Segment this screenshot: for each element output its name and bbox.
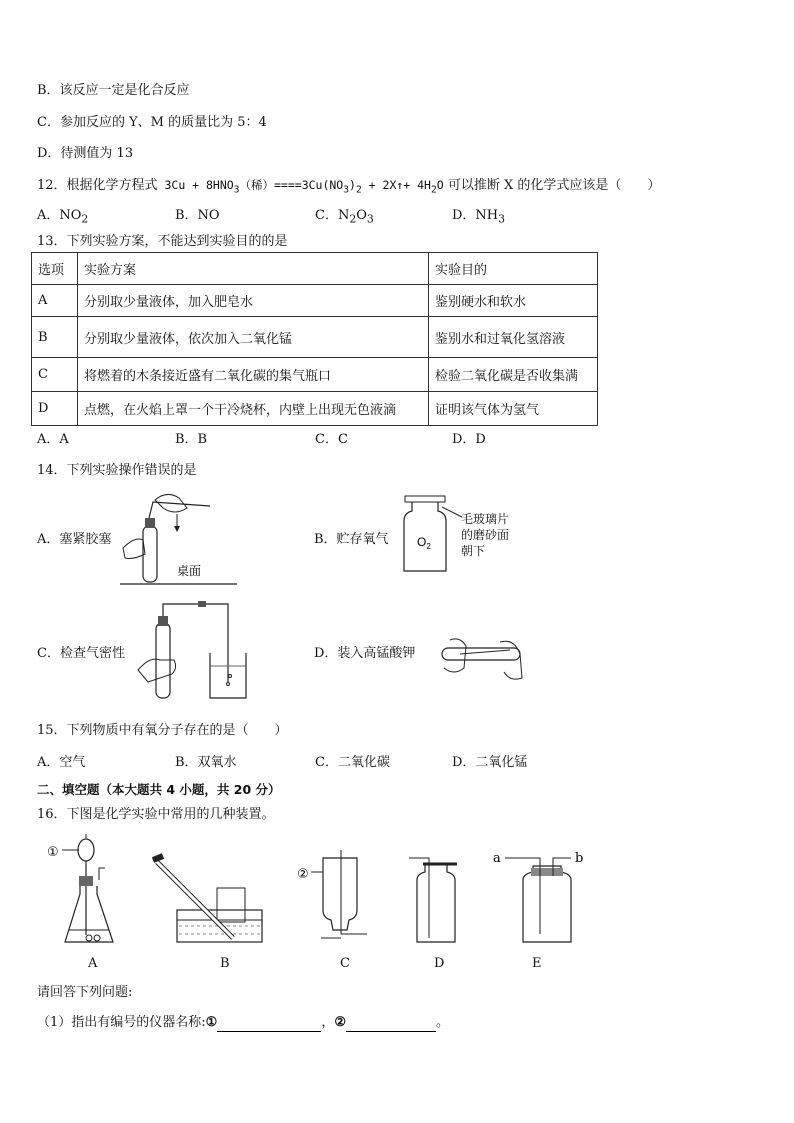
q12-option-b: B．NO xyxy=(175,208,220,223)
q13-option-a: A．A xyxy=(37,432,69,447)
apparatus-d xyxy=(409,858,457,942)
apparatus-a xyxy=(47,834,113,942)
q14-option-b: B．贮存氧气 xyxy=(314,532,389,547)
section-heading: 二、填空题（本大题共 4 小题，共 20 分） xyxy=(37,782,281,797)
svg-text:a: a xyxy=(493,851,501,866)
q15-option-c: C．二氧化碳 xyxy=(315,755,390,770)
header-plan: 实验方案 xyxy=(78,253,429,285)
apparatus-c xyxy=(297,850,367,938)
svg-text:②: ② xyxy=(297,867,309,882)
glass-plate-note-3: 朝下 xyxy=(461,544,486,558)
q14-option-d: D．装入高锰酸钾 xyxy=(314,646,416,661)
apparatus-figure xyxy=(45,830,585,970)
q13-option-c: C．C xyxy=(315,432,348,447)
glass-plate-note-2: 的磨砂面 xyxy=(461,528,510,542)
q13-table xyxy=(31,252,598,426)
q15-option-b: B．双氧水 xyxy=(175,755,237,770)
svg-text:O2: $O_2$ xyxy=(417,535,431,551)
q11-option-c: C．参加反应的 Y、M 的质量比为 5：4 xyxy=(37,115,267,130)
q16-prompt: 请回答下列问题: xyxy=(37,985,133,1000)
table-header-row xyxy=(32,253,598,285)
table-row: D 点燃，在火焰上罩一个干冷烧杯，内壁上出现无色液滴 证明该气体为氢气 xyxy=(32,392,598,426)
apparatus-label-d: D xyxy=(434,956,445,971)
table-row: B 分别取少量液体，依次加入二氧化锰 鉴别水和过氧化氢溶液 xyxy=(32,317,598,358)
q15-option-a: A．空气 xyxy=(37,755,86,770)
q12-option-a: A．$NO_2$ xyxy=(37,208,89,226)
q16-stem: 16．下图是化学实验中常用的几种装置。 xyxy=(37,807,275,822)
answer-blank-2[interactable] xyxy=(346,1017,436,1032)
apparatus-b xyxy=(153,856,262,942)
table-row: C 将燃着的木条接近盛有二氧化碳的集气瓶口 检验二氧化碳是否收集满 xyxy=(32,358,598,392)
q14-stem: 14．下列实验操作错误的是 xyxy=(37,463,197,478)
q13-option-d: D．D xyxy=(452,432,486,447)
q11-option-d: D．待测值为 13 xyxy=(37,146,134,161)
apparatus-label-a: A xyxy=(88,956,98,971)
q15-option-d: D．二氧化锰 xyxy=(452,755,528,770)
q14-option-a: A．塞紧胶塞 xyxy=(37,532,112,547)
q14-option-c: C．检查气密性 xyxy=(37,646,125,661)
desk-label: 桌面 xyxy=(177,564,202,578)
airtightness-figure xyxy=(128,598,258,703)
q16-sub1: （1）指出有编号的仪器名称:① ，② 。 xyxy=(37,1015,449,1030)
svg-text:①: ① xyxy=(47,845,59,860)
svg-text:b: b xyxy=(575,851,584,866)
header-purpose: 实验目的 xyxy=(429,253,598,285)
q13-stem: 13．下列实验方案，不能达到实验目的的是 xyxy=(37,234,288,249)
q12-stem: 12．根据化学方程式 $3Cu + 8HNO_3$（稀）$====3Cu(NO_3)_2$ + 2X↑+ $4H_2O$ 可以推断 X 的化学式应该是（ ） xyxy=(37,178,661,196)
q11-option-b: B．该反应一定是化合反应 xyxy=(37,83,190,98)
loading-powder-figure xyxy=(430,628,530,688)
chemical-equation: $3Cu + 8HNO_3$（稀）$====3Cu(NO_3)_2$ + 2X↑+ $4H_2O$ xyxy=(157,178,444,196)
q12-option-d: D．$NH_3$ xyxy=(452,208,506,226)
apparatus-label-b: B xyxy=(220,956,230,971)
q12-option-c: C．$N_2O_3$ xyxy=(315,208,374,226)
apparatus-e xyxy=(493,851,583,942)
header-option: 选项 xyxy=(32,253,78,285)
q13-option-b: B．B xyxy=(175,432,208,447)
apparatus-label-e: E xyxy=(532,956,542,971)
q15-stem: 15．下列物质中有氧分子存在的是（ ） xyxy=(37,723,288,738)
table-row: A 分别取少量液体，加入肥皂水 鉴别硬水和软水 xyxy=(32,285,598,317)
glass-plate-note-1: 毛玻璃片 xyxy=(461,512,510,526)
stopper-figure xyxy=(115,488,245,588)
apparatus-label-c: C xyxy=(340,956,350,971)
answer-blank-1[interactable] xyxy=(217,1017,321,1032)
gas-bottle-icon xyxy=(400,491,450,576)
